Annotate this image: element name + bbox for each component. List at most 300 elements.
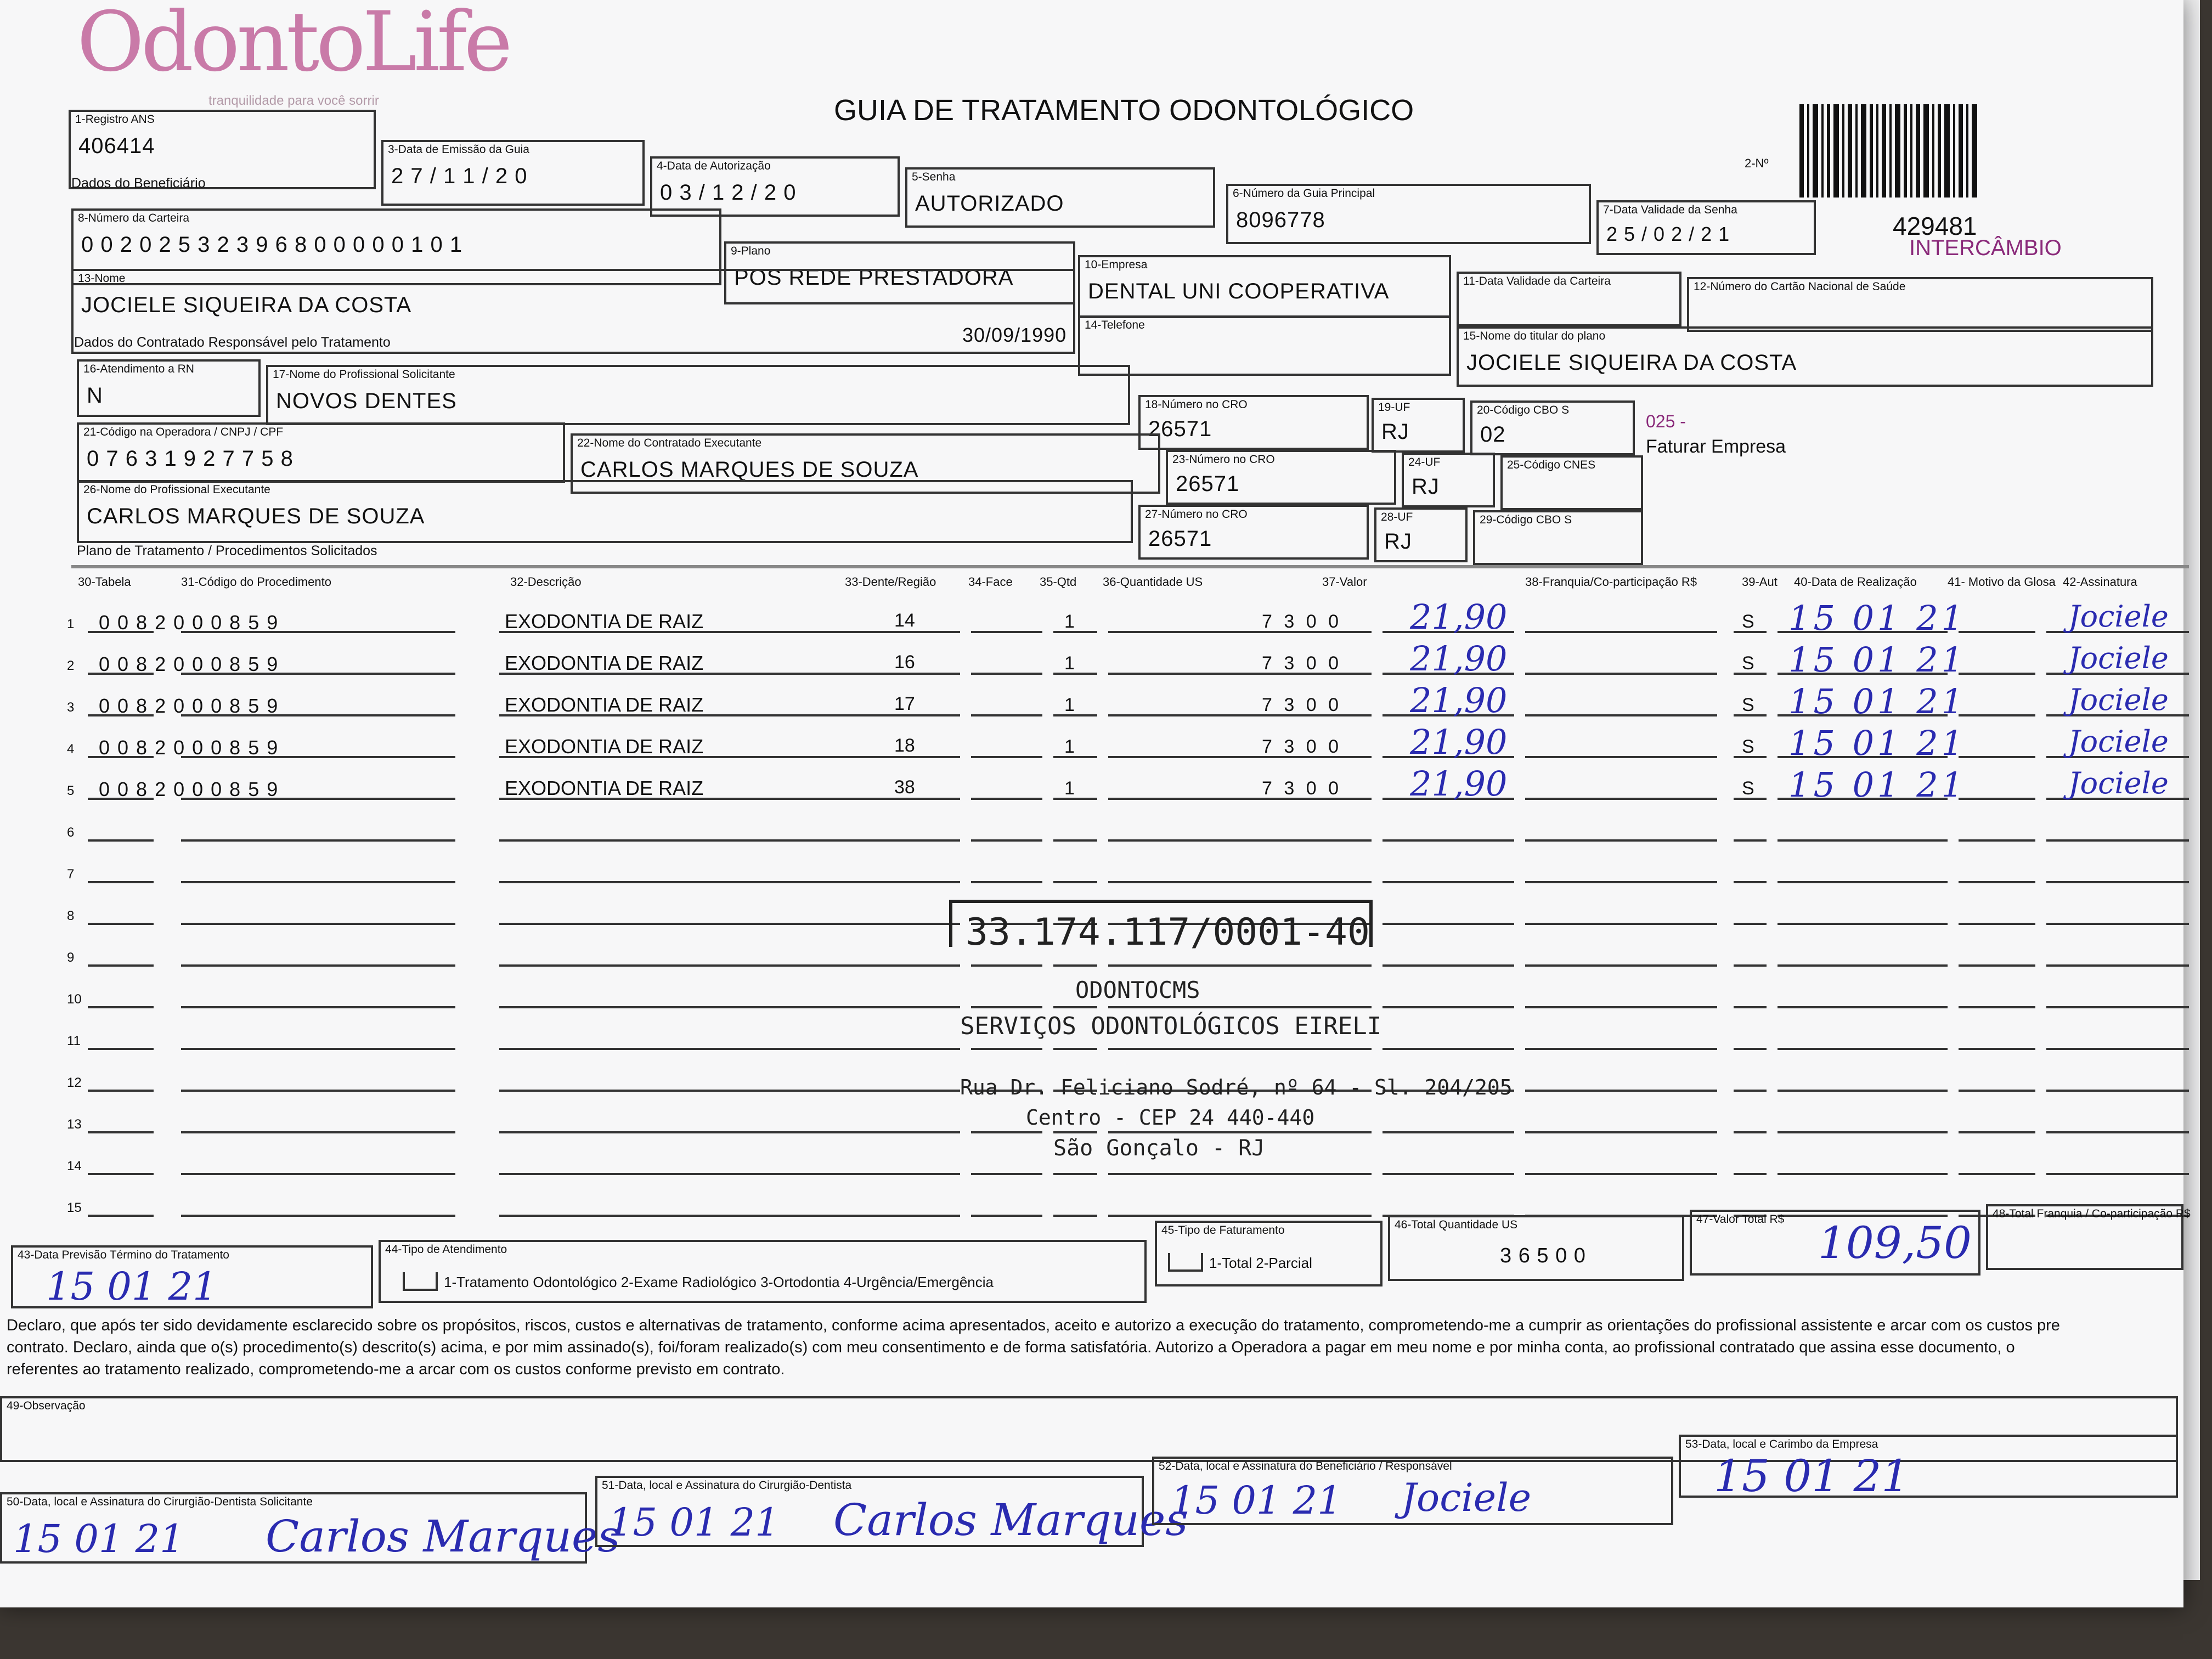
procedure-description: EXODONTIA DE RAIZ [505,693,704,716]
handwritten-signature: Jociele [2068,766,2169,800]
row-number: 12 [67,1075,82,1090]
entry-cell[interactable] [88,948,154,967]
entry-cell[interactable] [181,990,455,1008]
entry-cell[interactable] [1383,1115,1514,1133]
entry-cell[interactable] [499,1198,927,1217]
entry-cell[interactable] [1525,1115,1717,1133]
field-label: 44-Tipo de Atendimento [385,1243,507,1256]
entry-cell[interactable] [88,1073,154,1092]
field-assinatura-dentista [595,1476,1188,1547]
entry-cell[interactable] [88,906,154,925]
field-cnes [1500,455,1643,510]
handwritten-date: 15 01 21 [1171,1478,1342,1523]
declaration-line-1: Declaro, que após ter sido devidamente esclarecido sobre os propósitos, riscos, custos e alternativas de tratamento, conforme acima apresentados, aceito e autorizo a execução do tratamento, comprometendo-me a cumprir as orientações do profissional assistente e arcar com os custos pre [7,1317,2060,1334]
guide-number-label: 2-Nº [1745,156,1769,170]
entry-cell[interactable] [1053,781,1097,800]
row-number: 4 [67,742,75,757]
field-tipo-faturamento [1155,1221,1383,1286]
procedure-code: 0 0 8 2 0 0 0 8 5 9 [99,778,279,800]
stamp-company: SERVIÇOS ODONTOLÓGICOS EIRELI [960,1012,1382,1040]
field-value: AUTORIZADO [915,191,1064,216]
entry-cell[interactable] [181,1073,455,1092]
field-label: 9-Plano [731,245,771,257]
entry-cell[interactable] [88,1198,154,1217]
header-qtd-us: 36-Quantidade US [1103,575,1203,589]
table-row [67,597,2189,643]
field-label: 8-Número da Carteira [78,212,190,224]
entry-cell[interactable] [1525,823,1717,842]
field-label: 48-Total Franquia / Co-participação R$ [1993,1207,2191,1220]
handwritten-value: 21,90 [1410,639,1508,679]
entry-cell[interactable] [2046,1073,2189,1092]
field-assinatura-beneficiario [1152,1457,1673,1525]
entry-cell[interactable] [88,990,154,1008]
field-label: 27-Número no CRO [1145,508,1248,521]
handwritten-value: 21,90 [1410,722,1508,762]
entry-cell[interactable] [499,1115,927,1133]
entry-cell[interactable] [88,865,154,883]
entry-cell[interactable] [971,656,1042,675]
field-label: 10-Empresa [1085,258,1148,271]
field-label: 17-Nome do Profissional Solicitante [273,368,455,381]
field-total-qtd-us [1388,1215,1684,1281]
field-data-emissao [381,140,645,206]
entry-cell[interactable] [1959,1031,2035,1050]
entry-cell[interactable] [1734,906,1767,925]
entry-cell[interactable] [1959,698,2035,716]
entry-cell[interactable] [872,740,960,758]
entry-cell[interactable] [1525,1073,1717,1092]
field-label: 52-Data, local e Assinatura do Beneficiário / Responsável [1159,1460,1452,1472]
field-label: 4-Data de Autorização [657,160,771,172]
entry-cell[interactable] [2046,1156,2189,1175]
entry-cell[interactable] [1525,865,1717,883]
row-number: 9 [67,950,75,965]
handwritten-date: 15 01 21 [1714,1451,1910,1502]
tooth-region: 16 [894,652,915,673]
section-contracted: Dados do Contratado Responsável pelo Tratamento [74,335,391,350]
field-label: 53-Data, local e Carimbo da Empresa [1685,1438,1878,1451]
entry-cell[interactable] [1734,865,1767,883]
entry-cell[interactable] [1959,614,2035,633]
field-cro-solicitante [1138,395,1369,450]
quantity-us: 7 3 0 0 [1262,778,1342,799]
handwritten-date: 15 01 21 [1788,681,1967,721]
header-franquia: 38-Franquia/Co-participação R$ [1525,575,1697,589]
entry-cell[interactable] [1959,656,2035,675]
handwritten-date: 15 01 21 [1788,723,1967,763]
field-value: 26571 [1148,527,1212,551]
entry-cell[interactable] [1383,1031,1514,1050]
row-number: 11 [67,1034,81,1048]
entry-cell[interactable] [872,865,960,883]
row-number: 13 [67,1117,82,1132]
tooth-region: 38 [894,777,915,798]
procedure-description: EXODONTIA DE RAIZ [505,735,704,758]
field-valor-total [1690,1210,1980,1276]
handwritten-signature: Jociele [2068,599,2169,634]
entry-cell[interactable] [2046,1031,2189,1050]
procedure-code: 0 0 8 2 0 0 0 8 5 9 [99,736,279,759]
brand-tagline: tranquilidade para você sorrir [208,93,379,108]
guide-tag: INTERCÂMBIO [1909,236,2062,260]
field-titular [1457,326,2153,387]
entry-cell[interactable] [88,823,154,842]
form-title: GUIA DE TRATAMENTO ODONTOLÓGICO [834,94,1414,127]
quantity: 1 [1064,611,1075,632]
entry-cell[interactable] [1108,1198,1372,1217]
field-uf-solicitante [1372,398,1465,453]
company-stamp [944,894,1513,1169]
handwritten-date: 15 01 21 [1788,765,1967,805]
checkbox-tipo-faturamento[interactable] [1168,1253,1203,1272]
entry-cell[interactable] [2046,906,2189,925]
entry-cell[interactable] [499,1031,927,1050]
field-value: CARLOS MARQUES DE SOUZA [580,458,919,482]
entry-cell[interactable] [1525,781,1717,800]
procedure-description: EXODONTIA DE RAIZ [505,652,704,674]
entry-cell[interactable] [1383,948,1514,967]
field-cro-contratado [1166,450,1396,505]
entry-cell[interactable] [181,906,455,925]
field-value: 02 [1480,422,1506,447]
entry-cell[interactable] [1734,948,1767,967]
entry-cell[interactable] [1053,698,1097,716]
entry-cell[interactable] [1525,698,1717,716]
quantity: 1 [1064,736,1075,757]
entry-cell[interactable] [1383,1198,1514,1217]
field-assinatura-solicitante [0,1492,620,1564]
entry-cell[interactable] [1053,823,1097,842]
entry-cell[interactable] [1383,990,1514,1008]
handwritten-date: 15 01 21 [46,1264,217,1309]
entry-cell[interactable] [1053,740,1097,758]
entry-cell[interactable] [1525,656,1717,675]
field-value: 26571 [1148,417,1212,441]
row-number: 2 [67,658,75,673]
entry-cell[interactable] [88,1031,154,1050]
header-tabela: 30-Tabela [78,575,131,589]
field-label: 18-Número no CRO [1145,398,1248,411]
entry-cell[interactable] [1525,1198,1717,1217]
field-value: 2 5 / 0 2 / 2 1 [1606,223,1730,245]
entry-cell[interactable] [181,865,455,883]
entry-cell[interactable] [499,906,927,925]
entry-cell[interactable] [1959,865,2035,883]
tooth-region: 14 [894,610,915,631]
quantity-us: 7 3 0 0 [1262,695,1342,715]
entry-cell[interactable] [872,698,960,716]
field-value: CARLOS MARQUES DE SOUZA [87,504,425,528]
field-cbo-solicitante [1470,400,1635,455]
entry-cell[interactable] [1778,906,1948,925]
entry-cell[interactable] [971,1198,1042,1217]
entry-cell[interactable] [1525,990,1717,1008]
entry-cell[interactable] [1959,781,2035,800]
entry-cell[interactable] [1734,1031,1767,1050]
entry-cell[interactable] [88,1156,154,1175]
field-value: 26571 [1176,472,1240,496]
field-total-franquia [1986,1204,2191,1270]
field-value: 2 7 / 1 1 / 2 0 [391,164,528,188]
declaration-line-3: referentes ao tratamento realizado, comprometendo-me a arcar com os custos conforme previsto em contrato. [7,1361,785,1378]
authorized-flag: S [1742,695,1754,715]
header-motivo-glosa: 41- Motivo da Glosa [1948,575,2056,589]
entry-cell[interactable] [181,1198,455,1217]
entry-cell[interactable] [1383,865,1514,883]
entry-cell[interactable] [1053,614,1097,633]
field-label: 20-Código CBO S [1477,404,1570,416]
entry-cell[interactable] [499,823,927,842]
entry-cell[interactable] [872,1198,960,1217]
entry-cell[interactable] [1108,823,1372,842]
table-row [67,639,2189,685]
quantity-us: 7 3 0 0 [1262,653,1342,674]
field-label: 51-Data, local e Assinatura do Cirurgião-Dentista [602,1479,852,1492]
table-row-empty [67,810,2189,851]
stamp-cnpj: 33.174.117/0001-40 [966,911,1370,954]
tipo-atendimento-options: 1-Tratamento Odontológico 2-Exame Radiológico 3-Ortodontia 4-Urgência/Emergência [444,1274,994,1290]
field-value: 0 7 6 3 1 9 2 7 7 5 8 [87,447,294,471]
field-label: 45-Tipo de Faturamento [1161,1224,1285,1237]
handwritten-value: 21,90 [1410,680,1508,720]
entry-cell[interactable] [1778,1156,1948,1175]
handwritten-value: 21,90 [1410,597,1508,637]
header-assinatura: 42-Assinatura [2063,575,2137,589]
field-cartao-nacional [1687,277,2153,332]
entry-cell[interactable] [872,781,960,800]
field-label: 26-Nome do Profissional Executante [83,483,270,496]
field-value: 406414 [78,134,155,158]
entry-cell[interactable] [1778,865,1948,883]
field-label: 16-Atendimento a RN [83,363,194,375]
entry-cell[interactable] [1383,1156,1514,1175]
entry-cell[interactable] [1778,1073,1948,1092]
side-note-code: 025 - [1646,411,1686,431]
entry-cell[interactable] [971,823,1042,842]
side-note-text: Faturar Empresa [1646,436,1786,457]
stamp-cep: Centro - CEP 24 440-440 [1026,1105,1315,1130]
entry-cell[interactable] [872,823,960,842]
entry-cell[interactable] [1053,865,1097,883]
entry-cell[interactable] [971,740,1042,758]
field-label: 24-UF [1408,456,1441,469]
field-label: 49-Observação [7,1400,86,1412]
tooth-region: 18 [894,735,915,756]
field-cro-executante [1138,505,1369,560]
handwritten-total: 109,50 [1818,1217,1972,1268]
field-profissional-executante [77,480,1133,543]
entry-cell[interactable] [1734,990,1767,1008]
procedure-description: EXODONTIA DE RAIZ [505,777,704,799]
field-value: 8096778 [1236,208,1325,232]
quantity: 1 [1064,653,1075,674]
entry-cell[interactable] [2046,948,2189,967]
entry-cell[interactable] [1959,740,2035,758]
entry-cell[interactable] [181,1156,455,1175]
field-label: 23-Número no CRO [1172,453,1275,466]
header-dente: 33-Dente/Região [845,575,936,589]
field-label: 28-UF [1381,511,1413,523]
field-value: JOCIELE SIQUEIRA DA COSTA [81,293,412,317]
entry-cell[interactable] [1778,1115,1948,1133]
table-header [71,575,2189,597]
entry-cell[interactable] [499,990,927,1008]
field-label: 7-Data Validade da Senha [1603,204,1737,216]
field-uf-executante [1374,507,1468,562]
entry-cell[interactable] [1959,1115,2035,1133]
stamp-city: São Gonçalo - RJ [1053,1136,1265,1161]
entry-cell[interactable] [1525,1156,1717,1175]
entry-cell[interactable] [1383,823,1514,842]
row-number: 7 [67,867,75,882]
handwritten-value: 21,90 [1410,764,1508,804]
table-row [67,680,2189,726]
header-face: 34-Face [968,575,1013,589]
field-data-autorizacao [650,156,900,217]
authorized-flag: S [1742,778,1754,799]
entry-cell[interactable] [971,865,1042,883]
declaration-line-2: contrato. Declaro, ainda que o(s) procedimento(s) descrito(s) acima, e por mim assinado(s), foi/foram realizado(s) com meu consentimento e de forma satisfatória. Autorizo a Operadora a pagar em meu nome e por minha conta, ao profissional contratado que assina esse documento, o [7,1339,2015,1356]
authorized-flag: S [1742,736,1754,757]
field-label: 19-UF [1378,401,1410,414]
authorized-flag: S [1742,653,1754,674]
entry-cell[interactable] [1959,1073,2035,1092]
guide-number: 429481 [1893,212,1977,240]
entry-cell[interactable] [971,781,1042,800]
field-label: 50-Data, local e Assinatura do Cirurgião-Dentista Solicitante [7,1496,313,1508]
field-validade-senha [1596,200,1816,255]
field-value: RJ [1384,529,1412,554]
birth-date: 30/09/1990 [962,324,1067,346]
signature: Carlos Marques [266,1511,620,1562]
entry-cell[interactable] [2046,823,2189,842]
field-label: 25-Código CNES [1507,459,1596,471]
handwritten-date: 15 01 21 [13,1516,184,1561]
field-value: RJ [1381,420,1409,444]
entry-cell[interactable] [1959,948,2035,967]
entry-cell[interactable] [1525,906,1717,925]
header-data-realizacao: 40-Data de Realização [1794,575,1917,589]
entry-cell[interactable] [1778,823,1948,842]
field-atendimento-rn [77,359,261,417]
entry-cell[interactable] [1734,1073,1767,1092]
entry-cell[interactable] [872,656,960,675]
field-value: DENTAL UNI COOPERATIVA [1088,279,1390,303]
handwritten-date: 15 01 21 [608,1500,780,1545]
entry-cell[interactable] [1734,1156,1767,1175]
entry-cell[interactable] [181,1031,455,1050]
entry-cell[interactable] [971,614,1042,633]
entry-cell[interactable] [1778,948,1948,967]
entry-cell[interactable] [1734,823,1767,842]
entry-cell[interactable] [1778,1031,1948,1050]
field-label: 15-Nome do titular do plano [1463,330,1606,342]
field-profissional-solicitante [266,365,1130,425]
quantity-us: 7 3 0 0 [1262,736,1342,757]
field-value: 0 0 2 0 2 5 3 2 3 9 6 8 0 0 0 0 0 1 0 1 [81,233,463,257]
entry-cell[interactable] [1525,614,1717,633]
header-codigo: 31-Código do Procedimento [181,575,331,589]
field-label: 13-Nome [78,272,126,285]
row-number: 8 [67,909,75,923]
row-number: 3 [67,700,75,715]
field-codigo-operadora [77,422,565,483]
entry-cell[interactable] [181,948,455,967]
entry-cell[interactable] [1778,990,1948,1008]
entry-cell[interactable] [499,1073,927,1092]
entry-cell[interactable] [1959,823,2035,842]
header-valor: 37-Valor [1322,575,1367,589]
table-row [67,722,2189,768]
entry-cell[interactable] [499,865,927,883]
entry-cell[interactable] [1053,656,1097,675]
row-number: 14 [67,1159,82,1173]
field-tipo-atendimento [379,1240,1147,1303]
entry-cell[interactable] [499,948,927,967]
header-aut: 39-Aut [1742,575,1778,589]
entry-cell[interactable] [2046,990,2189,1008]
entry-cell[interactable] [1108,865,1372,883]
quantity: 1 [1064,695,1075,715]
field-value: RJ [1412,475,1440,499]
entry-cell[interactable] [1383,906,1514,925]
entry-cell[interactable] [971,698,1042,716]
entry-cell[interactable] [1525,740,1717,758]
authorized-flag: S [1742,611,1754,632]
entry-cell[interactable] [2046,865,2189,883]
entry-cell[interactable] [1959,990,2035,1008]
entry-cell[interactable] [181,1115,455,1133]
field-value: JOCIELE SIQUEIRA DA COSTA [1466,351,1797,375]
entry-cell[interactable] [88,1115,154,1133]
entry-cell[interactable] [2046,1115,2189,1133]
brand-logo: OdontoLife [77,0,510,90]
entry-cell[interactable] [1734,1115,1767,1133]
entry-cell[interactable] [1959,1156,2035,1175]
field-cbo-executante [1473,510,1643,565]
field-validade-carteira [1457,272,1681,326]
table-row-empty [67,851,2189,893]
barcode [1799,104,1980,198]
section-beneficiary: Dados do Beneficiário [71,176,206,191]
entry-cell[interactable] [1525,948,1717,967]
row-number: 6 [67,825,75,840]
signature: Jociele [1401,1475,1532,1520]
handwritten-signature: Jociele [2068,641,2169,675]
field-label: 47-Valor Total R$ [1696,1213,1785,1226]
field-label: 3-Data de Emissão da Guia [388,143,529,156]
field-empresa [1078,255,1451,318]
section-plan: Plano de Tratamento / Procedimentos Solicitados [77,543,377,558]
field-value: 0 3 / 1 2 / 2 0 [660,180,797,205]
entry-cell[interactable] [872,614,960,633]
field-label: 5-Senha [912,171,956,183]
entry-cell[interactable] [1053,1198,1097,1217]
field-senha [905,167,1215,228]
entry-cell[interactable] [181,823,455,842]
handwritten-signature: Jociele [2068,724,2169,759]
checkbox-tipo-atendimento[interactable] [403,1272,438,1291]
tipo-faturamento-options: 1-Total 2-Parcial [1209,1255,1312,1271]
entry-cell[interactable] [1959,906,2035,925]
field-label: 6-Número da Guia Principal [1233,187,1375,200]
field-label: 43-Data Previsão Término do Tratamento [18,1249,229,1261]
handwritten-signature: Jociele [2068,682,2169,717]
entry-cell[interactable] [1525,1031,1717,1050]
table-row [67,764,2189,810]
entry-cell[interactable] [499,1156,927,1175]
